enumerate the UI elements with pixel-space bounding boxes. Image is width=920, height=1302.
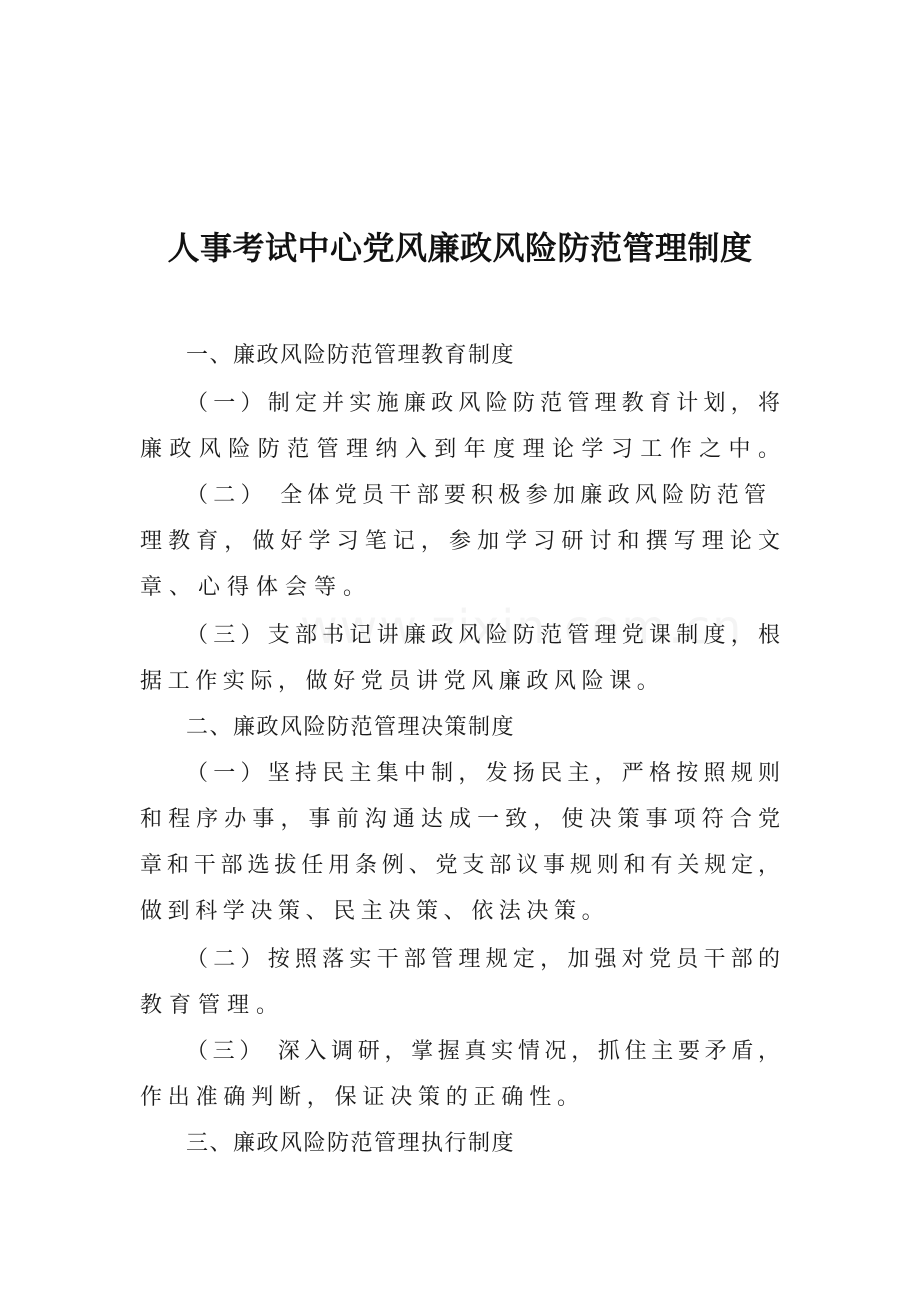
paragraph-line: 理教育，做好学习笔记，参加学习研讨和撰写理论文 xyxy=(140,529,780,554)
section-heading-2: 二、廉政风险防范管理决策制度 xyxy=(186,715,516,740)
paragraph-line: （二）按照落实干部管理规定，加强对党员干部的 xyxy=(186,947,780,972)
paragraph-line: （一）制定并实施廉政风险防范管理教育计划，将 xyxy=(186,391,780,416)
paragraph-line: 廉政风险防范管理纳入到年度理论学习工作之中。 xyxy=(140,437,780,462)
paragraph-line: 教育管理。 xyxy=(140,993,286,1018)
document-title: 人事考试中心党风廉政风险防范管理制度 xyxy=(167,229,753,267)
paragraph-line: （三） 深入调研，掌握真实情况，抓住主要矛盾， xyxy=(186,1039,780,1064)
paragraph-line: 和程序办事，事前沟通达成一致，使决策事项符合党 xyxy=(140,807,780,832)
paragraph-line: 据工作实际，做好党员讲党风廉政风险课。 xyxy=(140,669,665,694)
paragraph-line: 章和干部选拔任用条例、党支部议事规则和有关规定， xyxy=(140,853,780,878)
paragraph-line: （一）坚持民主集中制，发扬民主，严格按照规则 xyxy=(186,761,780,786)
paragraph-line: 作出准确判断，保证决策的正确性。 xyxy=(140,1085,585,1110)
paragraph-line: 章、心得体会等。 xyxy=(140,575,373,600)
section-heading-1: 一、廉政风险防范管理教育制度 xyxy=(186,343,516,368)
paragraph-line: （二） 全体党员干部要积极参加廉政风险防范管 xyxy=(186,483,766,508)
paragraph-line: （三）支部书记讲廉政风险防范管理党课制度，根 xyxy=(186,623,780,648)
section-heading-3: 三、廉政风险防范管理执行制度 xyxy=(186,1131,516,1156)
paragraph-line: 做到科学决策、民主决策、依法决策。 xyxy=(140,899,610,924)
